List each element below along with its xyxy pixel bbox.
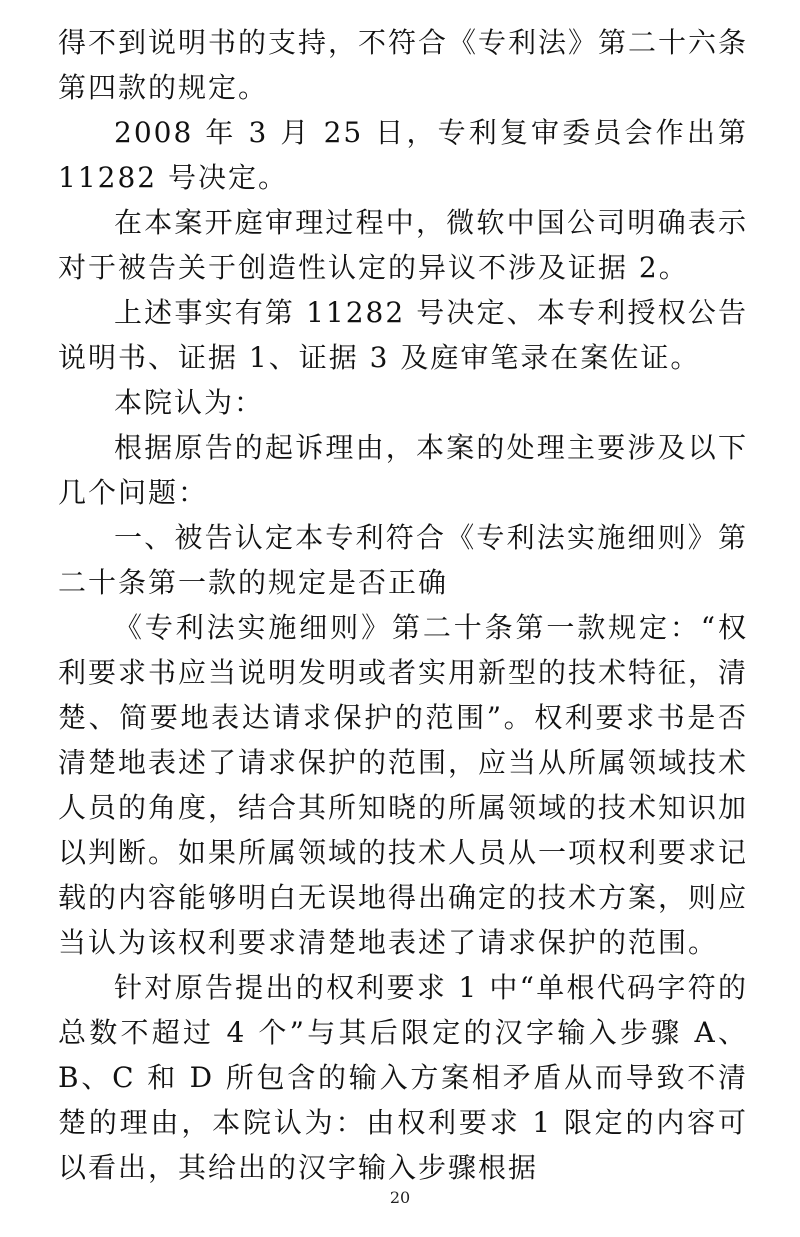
paragraph-8: 《专利法实施细则》第二十条第一款规定：“权利要求书应当说明发明或者实用新型的技术特征，清楚、简要地表达请求保护的范围”。权利要求书是否清楚地表述了请求保护的范围，应当从所属领域技术人员的角度，结合其所知晓的所属领域的技术知识加以判断。如果所属领域的技术人员从一项权利要求记载的内容能够明白无误地得出确定的技术方案，则应当认为该权利要求清楚地表述了请求保护的范围。 — [58, 611, 749, 959]
paragraph-4: 上述事实有第 11282 号决定、本专利授权公告说明书、证据 1、证据 3 及庭审笔录在案佐证。 — [58, 296, 748, 374]
paragraph-7: 一、被告认定本专利符合《专利法实施细则》第二十条第一款的规定是否正确 — [58, 521, 748, 599]
paragraph-1: 得不到说明书的支持，不符合《专利法》第二十六条第四款的规定。 — [58, 26, 749, 104]
paragraph-9: 针对原告提出的权利要求 1 中“单根代码字符的总数不超过 4 个”与其后限定的汉字输入步骤 A、B、C 和 D 所包含的输入方案相矛盾从而导致不清楚的理由，本院认为：由权利要求 1 限定的内容可以看出，其给出的汉字输入步骤根据 — [58, 971, 748, 1184]
paragraph-3: 在本案开庭审理过程中，微软中国公司明确表示对于被告关于创造性认定的异议不涉及证据 2。 — [58, 206, 748, 284]
page-number: 20 — [389, 1188, 411, 1207]
paragraph-5: 本院认为： — [114, 386, 265, 419]
document-body — [58, 20, 748, 1190]
paragraph-6: 根据原告的起诉理由，本案的处理主要涉及以下几个问题： — [58, 431, 748, 509]
paragraph-2: 2008 年 3 月 25 日，专利复审委员会作出第 11282 号决定。 — [58, 116, 748, 194]
